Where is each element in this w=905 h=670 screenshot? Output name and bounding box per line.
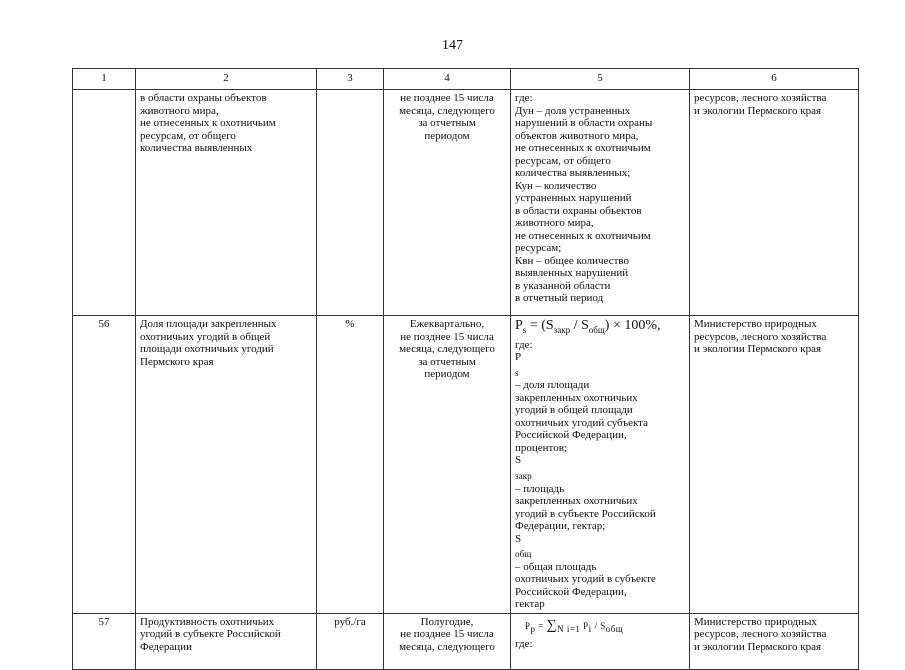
formula-term-line: Российской Федерации, [515,585,627,598]
formula-term-line: охотничьих угодий субъекта [515,416,648,429]
responsible: ресурсов, лесного хозяйства и экологии Пермского края [690,90,859,316]
formula-term-line: Федерации, гектар; [515,520,606,533]
calculation-method: где: Дун – доля устраненных нарушений в области охраны объектов животного мира, не отнесенных к охотничьим ресурсам, от общего количества выявленных; Кун – количество устраненных нарушений в области охраны объектов животного мира, не отнесенных к охотничьим ресурсам; Квн – общее количество выявленных нарушений в указанной области в отчетный период [511,90,690,316]
formula: $P_s = (S_{закр} / S_{общ}) \times 100\%$, [515,318,661,335]
unit: % [317,316,384,614]
formula: $P_p = \sum_{N i=1}$ $P_i / S_{общ}$ [525,617,624,634]
column-header: 1 [73,69,136,90]
table-row [73,316,859,614]
table-header-row [73,69,859,90]
column-header: 2 [136,69,317,90]
row-number [73,90,136,316]
indicator-name: Продуктивность охотничьих угодий в субъекте Российской Федерации [136,613,317,669]
row-number: 56 [73,316,136,614]
indicators-table [72,68,859,670]
column-header: 5 [511,69,690,90]
row-number: 57 [73,613,136,669]
formula-term-line: P $_s$ – доля площади [515,351,590,392]
period: не позднее 15 числа месяца, следующего за отчетным периодом [384,90,511,316]
formula-terms [515,351,685,611]
formula-term-line: гектар [515,598,545,611]
column-header: 6 [690,69,859,90]
responsible: Министерство природных ресурсов, лесного хозяйства и экологии Пермского края [690,613,859,669]
formula-term-line: угодий в общей площади [515,404,633,417]
formula-term-line: закрепленных охотничьих [515,495,638,508]
column-header: 3 [317,69,384,90]
calculation-method [511,613,690,669]
formula-term-line: охотничьих угодий в субъекте [515,573,656,586]
column-header: 4 [384,69,511,90]
formula-term-line: S $_{общ}$ – общая площадь [515,532,597,573]
formula-term-line: процентов; [515,441,567,454]
indicator-name: Доля площади закрепленных охотничьих угодий в общей площади охотничьих угодий Пермского края [136,316,317,614]
where-label: где: [515,338,533,351]
period: Ежеквартально, не позднее 15 числа месяца, следующего за отчетным периодом [384,316,511,614]
unit [317,90,384,316]
indicator-name: в области охраны объектов животного мира, не отнесенных к охотничьим ресурсам, от общего количества выявленных [136,90,317,316]
calculation-method [511,316,690,614]
formula-term-line: S $_{закр}$ – площадь [515,454,565,495]
where-label: где: [515,637,533,650]
formula-term-line: закрепленных охотничьих [515,391,638,404]
table-row [73,90,859,316]
period: Полугодие, не позднее 15 числа месяца, следующего [384,613,511,669]
unit: руб./га [317,613,384,669]
table-row [73,613,859,669]
responsible: Министерство природных ресурсов, лесного хозяйства и экологии Пермского края [690,316,859,614]
page-number: 147 [442,38,463,53]
formula-term-line: Российской Федерации, [515,429,627,442]
formula-term-line: угодий в субъекте Российской [515,507,656,520]
